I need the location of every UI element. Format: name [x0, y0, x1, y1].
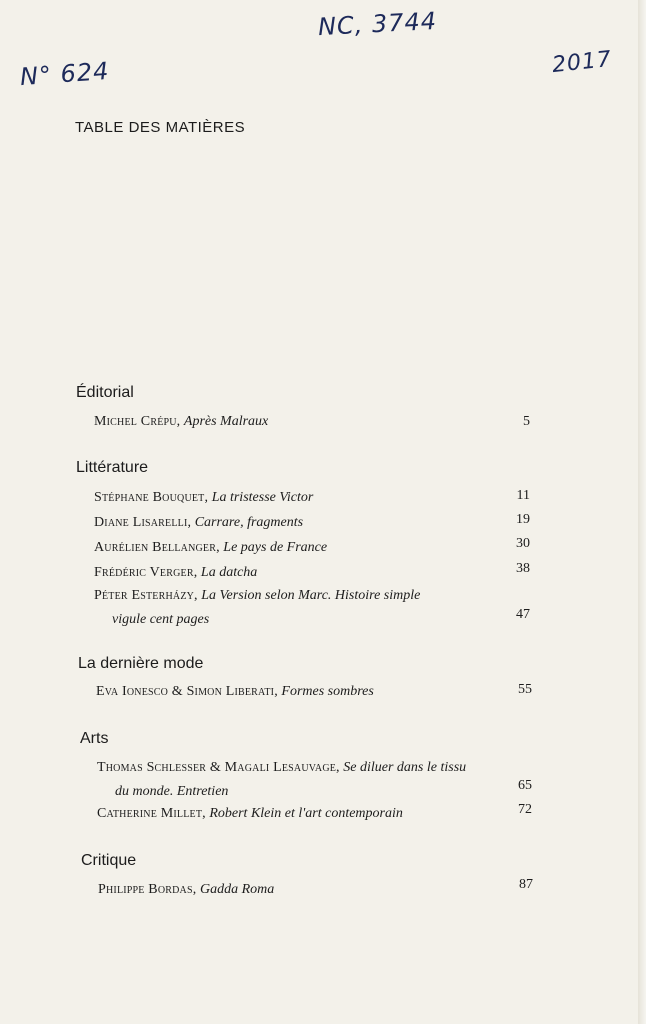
toc-entry [96, 680, 496, 704]
toc-entry [97, 756, 517, 804]
toc-entry [94, 410, 474, 434]
toc-entry [98, 878, 478, 902]
entry-author: Frédéric Verger, [94, 565, 198, 580]
entry-work: Le pays de France [223, 540, 328, 555]
section-title-critique: Critique [81, 852, 137, 869]
toc-entry [94, 511, 474, 535]
section-title-litterature: Littérature [76, 459, 149, 476]
entry-author: Péter Esterházy, [94, 588, 198, 603]
entry-author: Aurélien Bellanger, [94, 540, 220, 555]
page-edge [638, 0, 646, 1024]
entry-page: 55 [518, 682, 532, 697]
entry-page: 19 [516, 512, 530, 527]
section-title-arts: Arts [80, 730, 109, 747]
entry-work: Gadda Roma [199, 882, 275, 897]
entry-author: Diane Lisarelli, [94, 515, 192, 530]
entry-author: Catherine Millet, [97, 806, 206, 821]
entry-work: La Version selon Marc. Histoire simple [201, 588, 421, 603]
entry-page: 72 [518, 802, 532, 817]
entry-work-continuation: du monde. Entretien [115, 784, 229, 799]
entry-author: Philippe Bordas, [98, 882, 197, 897]
section-title-editorial: Éditorial [76, 384, 134, 401]
entry-work: Carrare, fragments [194, 515, 304, 530]
toc-entry [94, 536, 474, 560]
entry-page: 30 [516, 536, 530, 551]
entry-work: Se diluer dans le tissu [343, 760, 467, 775]
entry-work: La datcha [200, 565, 258, 580]
toc-entry [94, 486, 474, 510]
entry-author: Eva Ionesco & Simon Liberati, [96, 684, 278, 699]
entry-author: Michel Crépu, [94, 414, 181, 429]
toc-entry [94, 584, 474, 632]
handwritten-number: N° 624 [19, 56, 111, 92]
entry-page: 65 [518, 778, 532, 793]
entry-work: Robert Klein et l'art contemporain [209, 806, 403, 821]
entry-author: Stéphane Bouquet, [94, 490, 209, 505]
entry-work: La tristesse Victor [211, 490, 314, 505]
handwritten-year: 2017 [550, 46, 614, 79]
entry-page: 47 [516, 607, 530, 622]
entry-work: Formes sombres [281, 684, 374, 699]
handwritten-shelfmark: NC, 3744 [317, 6, 438, 42]
toc-entry [94, 561, 474, 585]
section-title-la-derniere-mode: La dernière mode [78, 655, 204, 672]
entry-page: 11 [516, 488, 530, 503]
page-title: TABLE DES MATIÈRES [75, 119, 246, 136]
entry-work: Après Malraux [183, 414, 269, 429]
entry-page: 38 [516, 561, 530, 576]
entry-work-continuation: vigule cent pages [112, 612, 210, 627]
entry-page: 87 [519, 877, 533, 892]
entry-page: 5 [523, 414, 530, 429]
entry-author: Thomas Schlesser & Magali Lesauvage, [97, 760, 340, 775]
toc-entry [97, 802, 517, 826]
